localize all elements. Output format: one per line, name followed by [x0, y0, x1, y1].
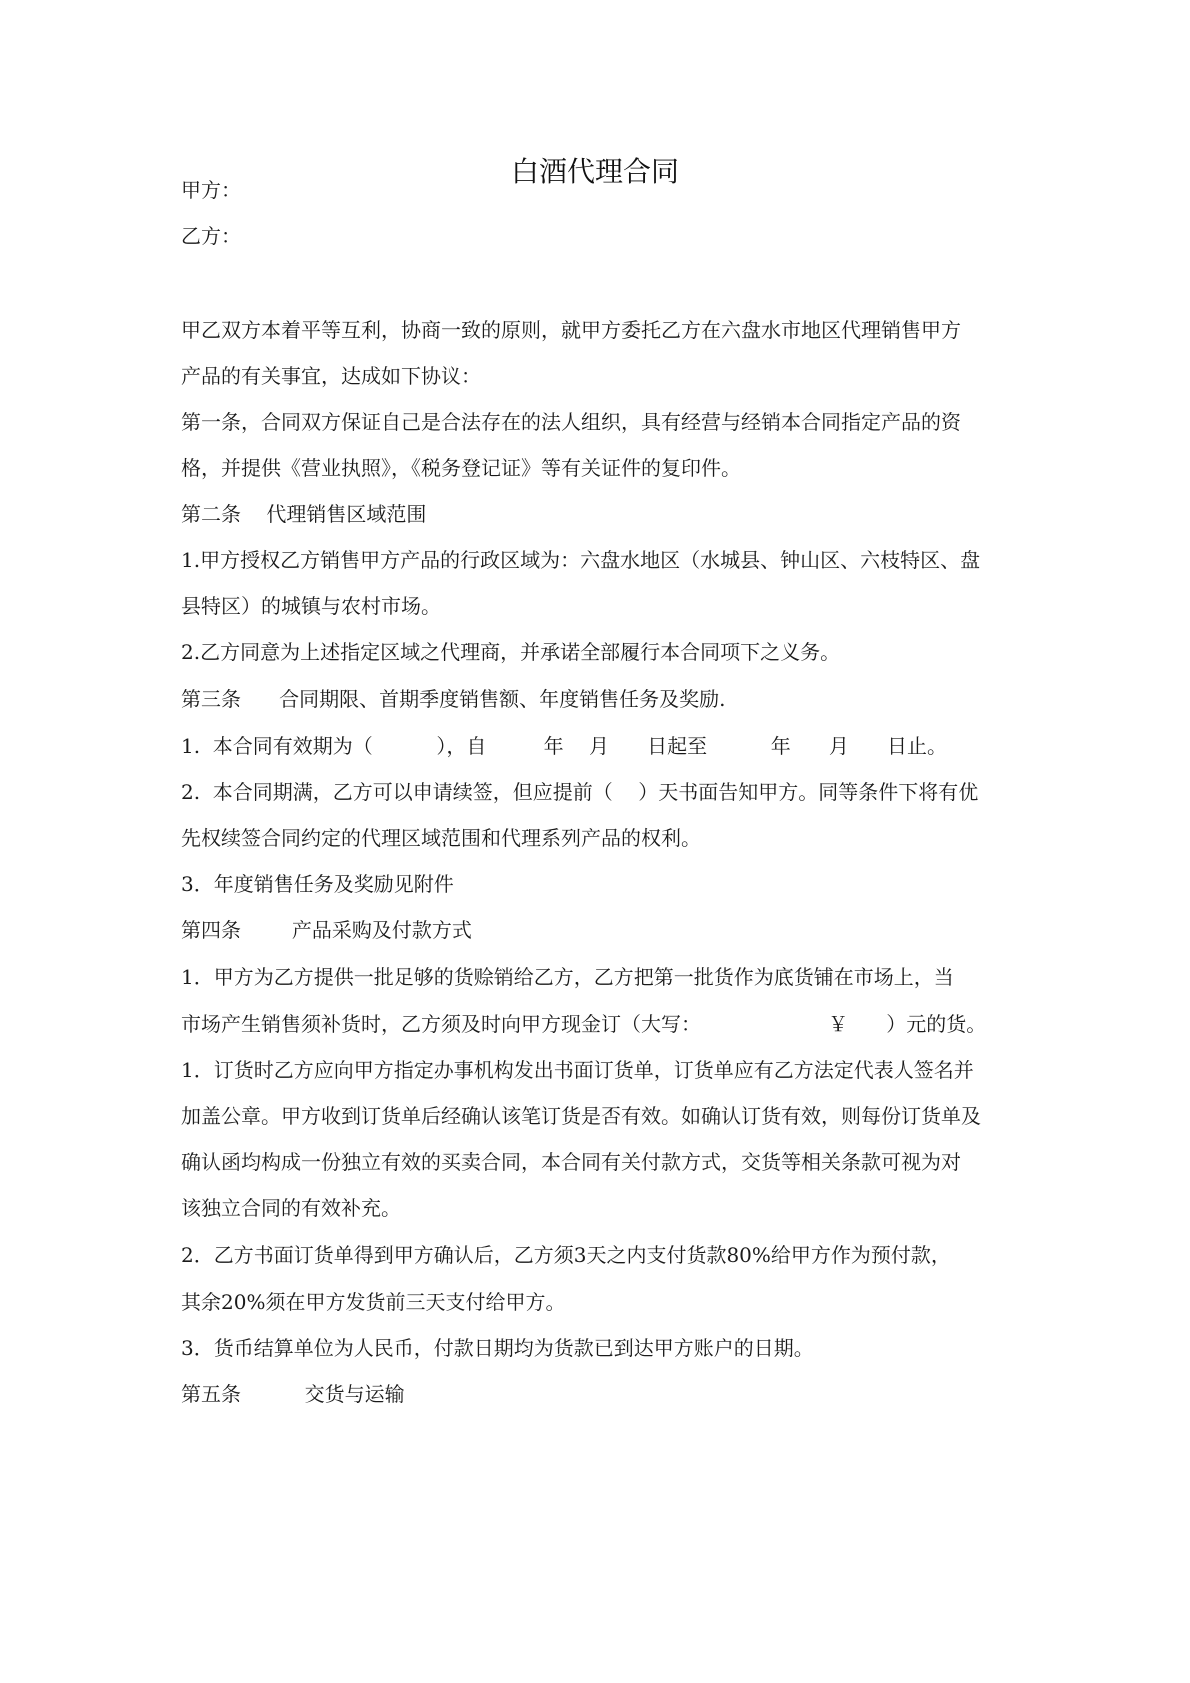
article-3-item-2-line-2: 先权续签合同约定的代理区域范围和代理系列产品的权利。 — [181, 826, 701, 850]
article-1-line-2: 格，并提供《营业执照》，《税务登记证》等有关证件的复印件。 — [181, 456, 741, 480]
article-4-heading: 第四条 产品采购及付款方式 — [181, 918, 472, 942]
article-4-item-1-line-1: 1．甲方为乙方提供一批足够的货赊销给乙方，乙方把第一批货作为底货铺在市场上，当 — [181, 965, 954, 989]
article-5-heading: 第五条 交货与运输 — [181, 1382, 405, 1406]
article-4-item-2-line-2: 其余20%须在甲方发货前三天支付给甲方。 — [181, 1290, 566, 1314]
article-4-order-line-1: 1．订货时乙方应向甲方指定办事机构发出书面订货单，订货单应有乙方法定代表人签名并 — [181, 1058, 974, 1082]
article-3-item-1: 1. 本合同有效期为（ ），自 年 月 日起至 年 月 日止。 — [181, 734, 948, 758]
party-b-line: 乙方： — [181, 224, 241, 248]
article-2-item-2: 2.乙方同意为上述指定区域之代理商，并承诺全部履行本合同项下之义务。 — [181, 640, 841, 664]
document-title: 白酒代理合同 — [510, 155, 679, 188]
article-3-item-2-line-1: 2. 本合同期满，乙方可以申请续签，但应提前（ ）天书面告知甲方。同等条件下将有优 — [181, 780, 979, 804]
article-2-heading: 第二条 代理销售区域范围 — [181, 502, 427, 526]
article-4-order-line-4: 该独立合同的有效补充。 — [181, 1196, 401, 1220]
article-3-heading: 第三条 合同期限、首期季度销售额、年度销售任务及奖励. — [181, 687, 726, 711]
party-a-line: 甲方： — [181, 178, 241, 202]
article-4-item-1-line-2: 市场产生销售须补货时，乙方须及时向甲方现金订（大写： ￥ ）元的货。 — [181, 1012, 987, 1036]
article-2-item-1-line-1: 1.甲方授权乙方销售甲方产品的行政区域为：六盘水地区（水城县、钟山区、六枝特区、盘 — [181, 548, 981, 572]
article-1-line-1: 第一条，合同双方保证自己是合法存在的法人组织，具有经营与经销本合同指定产品的资 — [181, 410, 961, 434]
article-4-item-2-line-1: 2．乙方书面订货单得到甲方确认后，乙方须3天之内支付货款80%给甲方作为预付款， — [181, 1243, 951, 1267]
article-3-item-3: 3．年度销售任务及奖励见附件 — [181, 872, 454, 896]
intro-paragraph-line-2: 产品的有关事宜，达成如下协议： — [181, 364, 481, 388]
article-4-item-3: 3．货币结算单位为人民币，付款日期均为货款已到达甲方账户的日期。 — [181, 1336, 814, 1360]
article-4-order-line-3: 确认函均构成一份独立有效的买卖合同，本合同有关付款方式，交货等相关条款可视为对 — [181, 1150, 961, 1174]
article-2-item-1-line-2: 县特区）的城镇与农村市场。 — [181, 594, 441, 618]
intro-paragraph-line-1: 甲乙双方本着平等互利，协商一致的原则，就甲方委托乙方在六盘水市地区代理销售甲方 — [181, 318, 961, 342]
article-4-order-line-2: 加盖公章。甲方收到订货单后经确认该笔订货是否有效。如确认订货有效，则每份订货单及 — [181, 1104, 981, 1128]
